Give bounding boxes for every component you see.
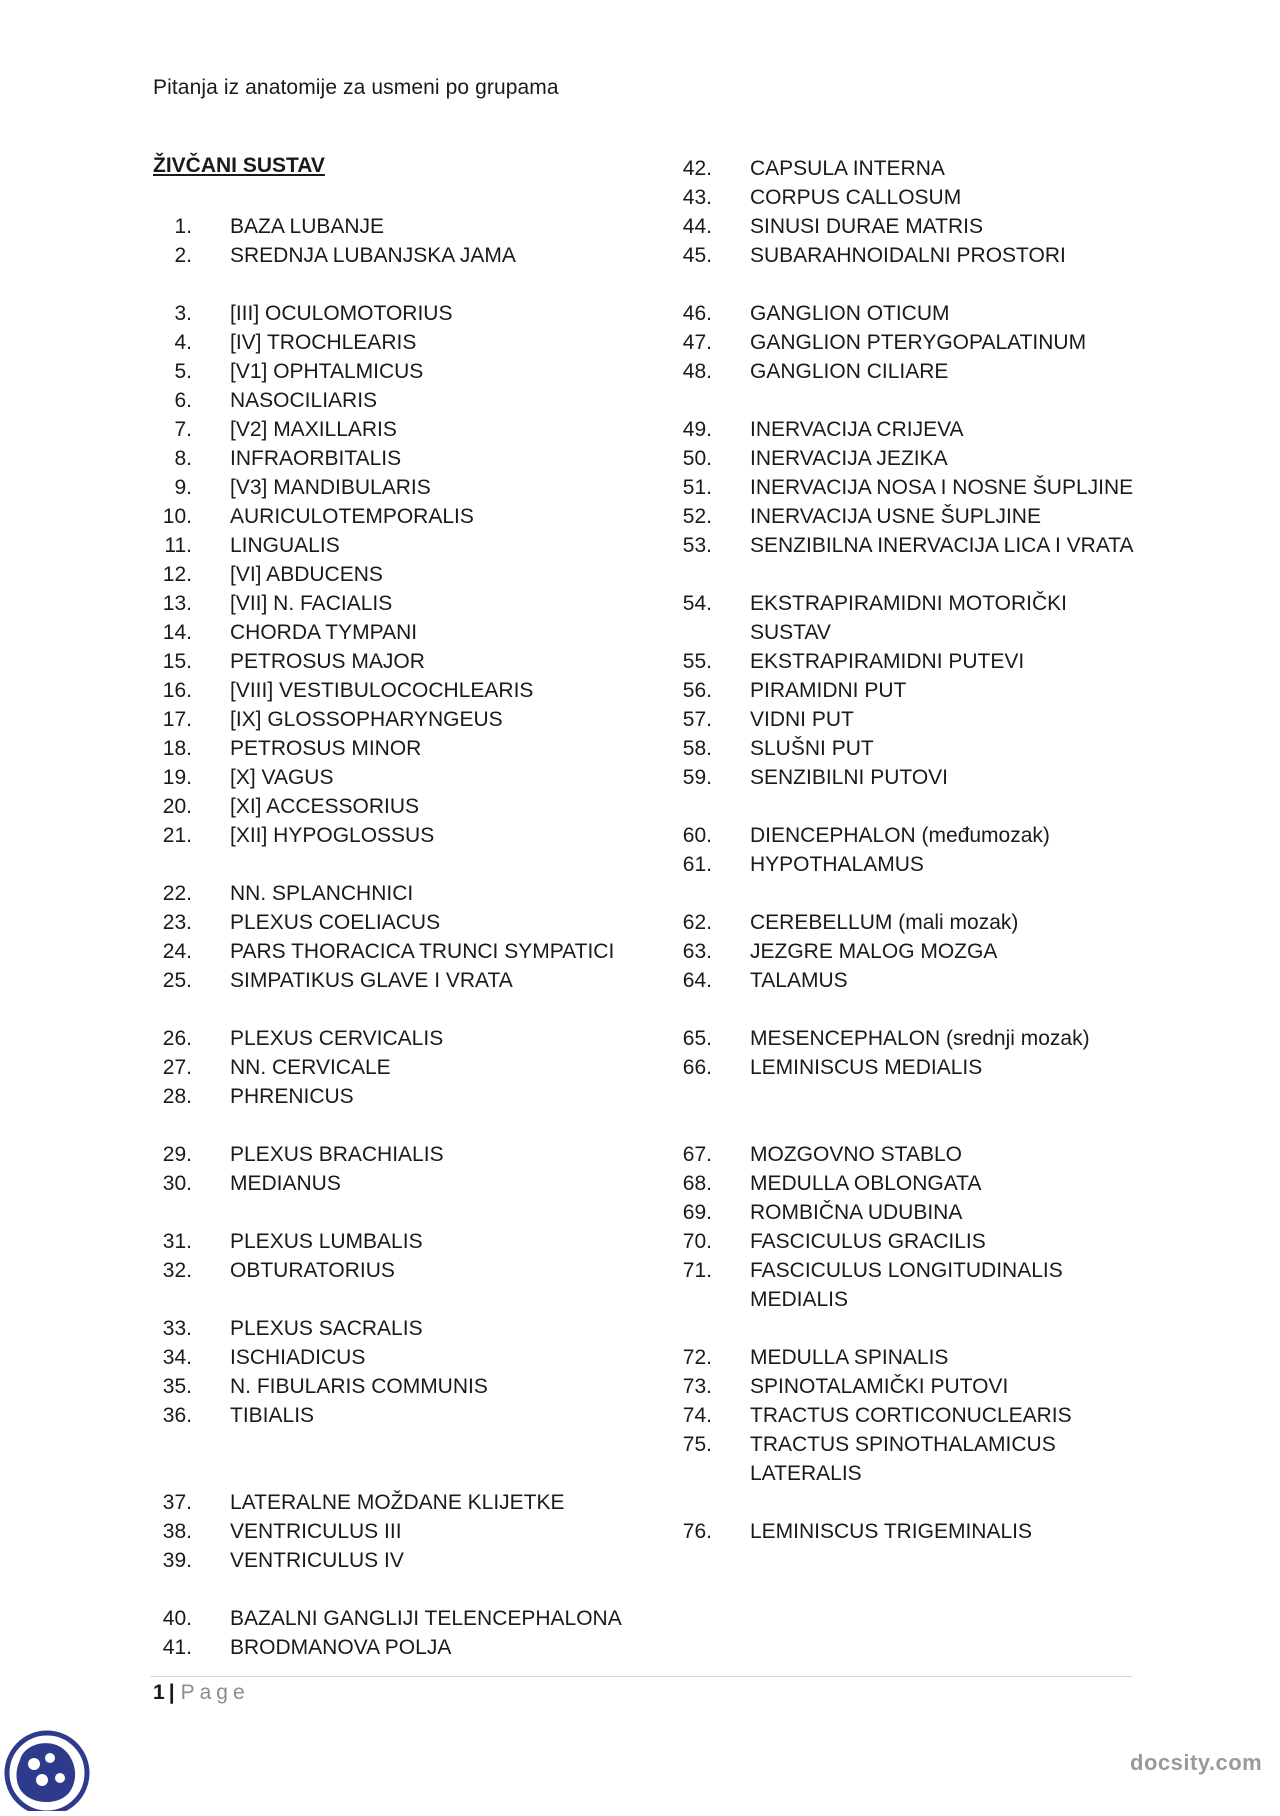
list-item (150, 589, 670, 618)
item-number: 15. (162, 650, 192, 673)
item-number: 60. (682, 824, 712, 847)
item-text: BAZA LUBANJE (230, 215, 385, 238)
item-text: INERVACIJA JEZIKA (750, 447, 948, 470)
list-item (670, 328, 1150, 357)
item-text: TRACTUS CORTICONUCLEARIS (750, 1404, 1072, 1427)
list-item (150, 676, 670, 705)
item-text: [V2] MAXILLARIS (230, 418, 397, 441)
page-footer (153, 1681, 250, 1705)
item-text: PARS THORACICA TRUNCI SYMPATICI (230, 940, 615, 963)
list-spacer (150, 1111, 670, 1140)
list-spacer (670, 1082, 1150, 1111)
item-text: N. FIBULARIS COMMUNIS (230, 1375, 488, 1398)
list-item (670, 937, 1150, 966)
list-item (670, 357, 1150, 386)
item-number: 63. (682, 940, 712, 963)
item-number: 40. (162, 1607, 192, 1630)
item-text: PLEXUS BRACHIALIS (230, 1143, 444, 1166)
item-text: INERVACIJA NOSA I NOSNE ŠUPLJINE (750, 476, 1134, 499)
item-text: EKSTRAPIRAMIDNI PUTEVI (750, 650, 1025, 673)
list-item (150, 1372, 670, 1401)
list-item (150, 1343, 670, 1372)
item-number: 72. (682, 1346, 712, 1369)
item-number: 61. (682, 853, 712, 876)
item-number: 4. (174, 331, 192, 354)
item-text: [IX] GLOSSOPHARYNGEUS (230, 708, 503, 731)
list-item (150, 1082, 670, 1111)
list-item (670, 908, 1150, 937)
list-item (670, 821, 1150, 850)
list-item (150, 1401, 670, 1430)
item-text: SUSTAV (750, 621, 831, 644)
item-text: PLEXUS CERVICALIS (230, 1027, 444, 1050)
list-item (150, 763, 670, 792)
item-number: 45. (682, 244, 712, 267)
item-text: INFRAORBITALIS (230, 447, 402, 470)
item-number: 3. (174, 302, 192, 325)
item-number: 5. (174, 360, 192, 383)
list-spacer (670, 1314, 1150, 1343)
item-number: 13. (162, 592, 192, 615)
item-text: LEMINISCUS TRIGEMINALIS (750, 1520, 1033, 1543)
item-number: 34. (162, 1346, 192, 1369)
item-number: 16. (162, 679, 192, 702)
item-number: 42. (682, 157, 712, 180)
list-spacer (670, 995, 1150, 1024)
list-item (670, 1169, 1150, 1198)
list-item (150, 473, 670, 502)
list-spacer (150, 850, 670, 879)
item-text: LATERALIS (750, 1462, 862, 1485)
list-item (150, 618, 670, 647)
list-item (150, 502, 670, 531)
list-item (670, 705, 1150, 734)
question-list-left (150, 212, 670, 1662)
item-number: 57. (682, 708, 712, 731)
list-item (670, 154, 1150, 183)
list-spacer (670, 792, 1150, 821)
list-item (150, 1169, 670, 1198)
item-number: 20. (162, 795, 192, 818)
list-item (150, 879, 670, 908)
item-text: JEZGRE MALOG MOZGA (750, 940, 998, 963)
list-item (150, 937, 670, 966)
section-title: ŽIVČANI SUSTAV (153, 154, 325, 177)
item-number: 10. (162, 505, 192, 528)
item-text: TRACTUS SPINOTHALAMICUS (750, 1433, 1056, 1456)
item-text: [VI] ABDUCENS (230, 563, 383, 586)
item-number: 47. (682, 331, 712, 354)
item-text: LINGUALIS (230, 534, 340, 557)
item-text: ISCHIADICUS (230, 1346, 366, 1369)
list-item (670, 1285, 1150, 1314)
list-item (150, 792, 670, 821)
item-text: MESENCEPHALON (srednji mozak) (750, 1027, 1090, 1050)
item-number: 67. (682, 1143, 712, 1166)
item-text: BAZALNI GANGLIJI TELENCEPHALONA (230, 1607, 622, 1630)
item-number: 51. (682, 476, 712, 499)
item-number: 38. (162, 1520, 192, 1543)
list-spacer (670, 879, 1150, 908)
list-spacer (150, 1198, 670, 1227)
page-number: 1 (153, 1681, 165, 1704)
item-text: FASCICULUS LONGITUDINALIS (750, 1259, 1063, 1282)
item-number: 56. (682, 679, 712, 702)
list-spacer (150, 995, 670, 1024)
item-text: SINUSI DURAE MATRIS (750, 215, 983, 238)
list-item (150, 966, 670, 995)
list-item (670, 1343, 1150, 1372)
item-number: 32. (162, 1259, 192, 1282)
list-item (150, 212, 670, 241)
item-number: 46. (682, 302, 712, 325)
item-number: 74. (682, 1404, 712, 1427)
item-number: 41. (162, 1636, 192, 1659)
item-text: PETROSUS MAJOR (230, 650, 425, 673)
list-item (150, 357, 670, 386)
item-text: [V1] OPHTALMICUS (230, 360, 424, 383)
item-text: NN. CERVICALE (230, 1056, 391, 1079)
list-item (670, 415, 1150, 444)
list-item (670, 1430, 1150, 1459)
docsity-logo-icon[interactable] (2, 1728, 92, 1811)
item-number: 11. (164, 534, 192, 557)
item-text: SREDNJA LUBANJSKA JAMA (230, 244, 516, 267)
list-item (670, 1372, 1150, 1401)
list-item (670, 1401, 1150, 1430)
document-header: Pitanja iz anatomije za usmeni po grupama (153, 76, 559, 99)
item-number: 68. (682, 1172, 712, 1195)
list-item (150, 560, 670, 589)
item-text: MEDIALIS (750, 1288, 849, 1311)
item-number: 64. (682, 969, 712, 992)
item-number: 6. (174, 389, 192, 412)
list-item (670, 212, 1150, 241)
item-number: 35. (162, 1375, 192, 1398)
page-label: Page (180, 1681, 250, 1704)
item-text: TALAMUS (750, 969, 848, 992)
item-number: 9. (174, 476, 192, 499)
item-number: 37. (162, 1491, 192, 1514)
item-text: NASOCILIARIS (230, 389, 378, 412)
list-item (670, 473, 1150, 502)
item-number: 75. (682, 1433, 712, 1456)
item-text: PLEXUS LUMBALIS (230, 1230, 423, 1253)
list-item (150, 241, 670, 270)
item-text: PIRAMIDNI PUT (750, 679, 907, 702)
item-number: 58. (682, 737, 712, 760)
item-text: CHORDA TYMPANI (230, 621, 418, 644)
item-text: INERVACIJA CRIJEVA (750, 418, 964, 441)
item-number: 24. (162, 940, 192, 963)
item-number: 18. (162, 737, 192, 760)
item-text: LEMINISCUS MEDIALIS (750, 1056, 983, 1079)
item-text: ROMBIČNA UDUBINA (750, 1201, 963, 1224)
list-item (150, 328, 670, 357)
list-item (670, 589, 1150, 618)
list-spacer (150, 1285, 670, 1314)
item-text: GANGLION OTICUM (750, 302, 950, 325)
list-spacer (150, 1430, 670, 1459)
item-number: 39. (162, 1549, 192, 1572)
item-number: 53. (682, 534, 712, 557)
item-number: 48. (682, 360, 712, 383)
list-item (670, 676, 1150, 705)
item-text: LATERALNE MOŽDANE KLIJETKE (230, 1491, 565, 1514)
item-number: 26. (162, 1027, 192, 1050)
list-spacer (670, 1111, 1150, 1140)
item-text: [III] OCULOMOTORIUS (230, 302, 453, 325)
list-item (670, 850, 1150, 879)
item-number: 69. (682, 1201, 712, 1224)
list-item (150, 1488, 670, 1517)
item-text: VIDNI PUT (750, 708, 854, 731)
item-text: GANGLION CILIARE (750, 360, 949, 383)
item-text: BRODMANOVA POLJA (230, 1636, 452, 1659)
item-number: 23. (162, 911, 192, 934)
item-number: 14. (162, 621, 192, 644)
item-text: CAPSULA INTERNA (750, 157, 945, 180)
item-number: 17. (162, 708, 192, 731)
item-number: 29. (162, 1143, 192, 1166)
item-number: 55. (682, 650, 712, 673)
item-text: MOZGOVNO STABLO (750, 1143, 962, 1166)
list-item (150, 908, 670, 937)
list-item (670, 1227, 1150, 1256)
list-spacer (670, 560, 1150, 589)
footer-separator: | (168, 1681, 175, 1704)
list-item (150, 734, 670, 763)
list-spacer (670, 1488, 1150, 1517)
item-text: SENZIBILNA INERVACIJA LICA I VRATA (750, 534, 1134, 557)
item-number: 59. (682, 766, 712, 789)
item-number: 71. (682, 1259, 712, 1282)
list-item (150, 1024, 670, 1053)
list-item (150, 415, 670, 444)
list-item (670, 618, 1150, 647)
item-number: 44. (682, 215, 712, 238)
list-item (150, 1256, 670, 1285)
list-item (670, 531, 1150, 560)
list-item (670, 1024, 1150, 1053)
list-item (150, 1314, 670, 1343)
item-text: FASCICULUS GRACILIS (750, 1230, 986, 1253)
item-text: [V3] MANDIBULARIS (230, 476, 431, 499)
item-number: 21. (162, 824, 192, 847)
item-number: 22. (162, 882, 192, 905)
item-text: OBTURATORIUS (230, 1259, 395, 1282)
item-text: INERVACIJA USNE ŠUPLJINE (750, 505, 1041, 528)
item-text: VENTRICULUS III (230, 1520, 402, 1543)
item-text: [XI] ACCESSORIUS (230, 795, 420, 818)
list-item (670, 647, 1150, 676)
item-text: HYPOTHALAMUS (750, 853, 924, 876)
item-text: SUBARAHNOIDALNI PROSTORI (750, 244, 1066, 267)
list-item (150, 705, 670, 734)
item-number: 36. (162, 1404, 192, 1427)
item-number: 50. (682, 447, 712, 470)
list-item (670, 1459, 1150, 1488)
item-text: SENZIBILNI PUTOVI (750, 766, 948, 789)
item-text: SPINOTALAMIČKI PUTOVI (750, 1375, 1009, 1398)
item-text: NN. SPLANCHNICI (230, 882, 414, 905)
list-item (150, 299, 670, 328)
item-text: CORPUS CALLOSUM (750, 186, 962, 209)
item-number: 1. (174, 215, 192, 238)
list-item (150, 1517, 670, 1546)
item-number: 7. (174, 418, 192, 441)
list-item (670, 1256, 1150, 1285)
list-item (150, 1604, 670, 1633)
list-item (670, 966, 1150, 995)
item-text: [IV] TROCHLEARIS (230, 331, 417, 354)
item-text: MEDULLA OBLONGATA (750, 1172, 982, 1195)
item-text: CEREBELLUM (mali mozak) (750, 911, 1019, 934)
list-spacer (670, 270, 1150, 299)
item-number: 49. (682, 418, 712, 441)
list-item (150, 1633, 670, 1662)
item-number: 30. (162, 1172, 192, 1195)
footer-divider (150, 1676, 1132, 1677)
list-item (150, 1227, 670, 1256)
item-text: MEDIANUS (230, 1172, 341, 1195)
list-item (150, 1140, 670, 1169)
item-text: PLEXUS SACRALIS (230, 1317, 423, 1340)
list-item (670, 763, 1150, 792)
item-number: 66. (682, 1056, 712, 1079)
brand-watermark[interactable]: docsity.com (1130, 1750, 1263, 1775)
list-item (670, 734, 1150, 763)
list-item (670, 1517, 1150, 1546)
item-text: MEDULLA SPINALIS (750, 1346, 949, 1369)
item-text: [VII] N. FACIALIS (230, 592, 393, 615)
list-spacer (150, 1575, 670, 1604)
list-item (150, 1053, 670, 1082)
item-text: VENTRICULUS IV (230, 1549, 404, 1572)
item-number: 31. (162, 1230, 192, 1253)
item-number: 25. (162, 969, 192, 992)
item-number: 43. (682, 186, 712, 209)
list-spacer (150, 1459, 670, 1488)
list-item (670, 299, 1150, 328)
item-text: TIBIALIS (230, 1404, 315, 1427)
list-spacer (670, 386, 1150, 415)
list-item (150, 386, 670, 415)
item-text: [VIII] VESTIBULOCOCHLEARIS (230, 679, 534, 702)
question-list-right (670, 154, 1150, 1546)
item-number: 70. (682, 1230, 712, 1253)
list-item (150, 531, 670, 560)
item-text: EKSTRAPIRAMIDNI MOTORIČKI (750, 592, 1067, 615)
list-item (670, 1140, 1150, 1169)
item-number: 33. (162, 1317, 192, 1340)
item-number: 2. (174, 244, 192, 267)
item-text: SIMPATIKUS GLAVE I VRATA (230, 969, 513, 992)
item-number: 52. (682, 505, 712, 528)
list-item (670, 1053, 1150, 1082)
item-text: PETROSUS MINOR (230, 737, 422, 760)
item-text: PHRENICUS (230, 1085, 354, 1108)
item-text: AURICULOTEMPORALIS (230, 505, 474, 528)
list-spacer (150, 270, 670, 299)
item-text: [X] VAGUS (230, 766, 334, 789)
item-text: [XII] HYPOGLOSSUS (230, 824, 435, 847)
item-number: 28. (162, 1085, 192, 1108)
list-item (670, 183, 1150, 212)
item-text: PLEXUS COELIACUS (230, 911, 441, 934)
item-number: 62. (682, 911, 712, 934)
list-item (670, 502, 1150, 531)
item-number: 76. (682, 1520, 712, 1543)
list-item (150, 1546, 670, 1575)
item-number: 19. (162, 766, 192, 789)
item-text: DIENCEPHALON (međumozak) (750, 824, 1050, 847)
item-number: 12. (162, 563, 192, 586)
item-text: SLUŠNI PUT (750, 737, 874, 760)
list-item (150, 821, 670, 850)
list-item (150, 444, 670, 473)
list-item (670, 1198, 1150, 1227)
list-item (670, 444, 1150, 473)
item-number: 8. (174, 447, 192, 470)
list-item (670, 241, 1150, 270)
item-number: 27. (162, 1056, 192, 1079)
item-number: 54. (682, 592, 712, 615)
item-number: 65. (682, 1027, 712, 1050)
list-item (150, 647, 670, 676)
item-number: 73. (682, 1375, 712, 1398)
item-text: GANGLION PTERYGOPALATINUM (750, 331, 1087, 354)
